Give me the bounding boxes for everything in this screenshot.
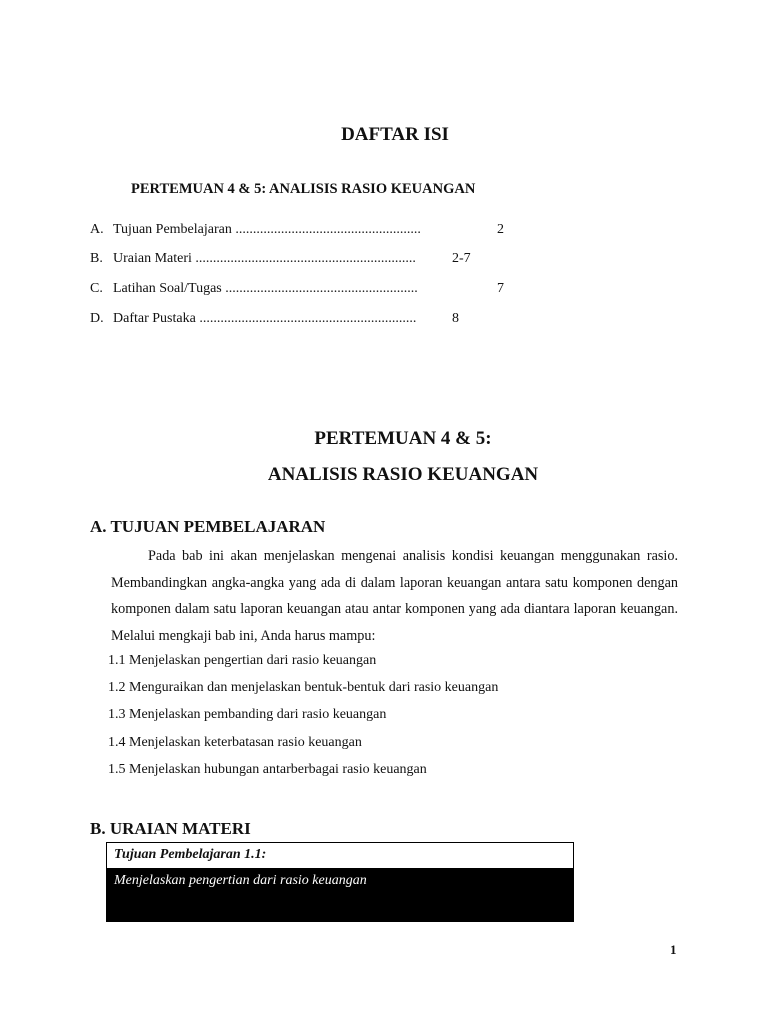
toc-entry-label: Latihan Soal/Tugas (113, 281, 222, 296)
objective-item: 1.5 Menjelaskan hubungan antarberbagai rasio keuangan (108, 762, 427, 777)
toc-entry-page: 8 (452, 311, 459, 326)
toc-entry-dots: ..................................................... (235, 222, 421, 237)
toc-entry-page: 7 (497, 281, 504, 296)
toc-entry-dots: .............................................................. (199, 311, 417, 326)
objective-item: 1.1 Menjelaskan pengertian dari rasio keuangan (108, 653, 377, 668)
section-b-heading: B. URAIAN MATERI (90, 819, 251, 838)
toc-entry-page: 2 (497, 222, 504, 237)
page-number: 1 (670, 942, 677, 957)
toc-entry-label: Tujuan Pembelajaran (113, 222, 232, 237)
section-a-paragraph-text: Pada bab ini akan menjelaskan mengenai analisis kondisi keuangan menggunakan rasio. Membandingkan angka-angka yang ada di dalam laporan keuangan antara satu komponen dengan komponen dalam satu laporan keuangan atau antar komponen yang ada diantara laporan keuangan. Melalui mengkaji bab ini, Anda harus mampu: (111, 548, 678, 644)
toc-entry-c[interactable] (90, 281, 418, 301)
toc-title: DAFTAR ISI (341, 124, 449, 145)
objective-item: 1.3 Menjelaskan pembanding dari rasio keuangan (108, 707, 387, 722)
toc-entry-letter: B. (90, 251, 103, 266)
toc-entry-dots: ....................................................... (225, 281, 418, 296)
toc-entry-label: Uraian Materi (113, 251, 192, 266)
toc-entry-letter: D. (90, 311, 104, 326)
chapter-title-line2: ANALISIS RASIO KEUANGAN (267, 464, 539, 485)
toc-entry-label: Daftar Pustaka (113, 311, 196, 326)
learning-objective-box-header: Tujuan Pembelajaran 1.1: (107, 843, 573, 869)
toc-entry-a[interactable] (90, 222, 421, 242)
toc-subtitle: PERTEMUAN 4 & 5: ANALISIS RASIO KEUANGAN (131, 181, 476, 197)
objective-item: 1.2 Menguraikan dan menjelaskan bentuk-bentuk dari rasio keuangan (108, 680, 499, 695)
chapter-title-line1: PERTEMUAN 4 & 5: (314, 428, 492, 449)
section-a-heading: A. TUJUAN PEMBELAJARAN (90, 517, 326, 536)
toc-entry-letter: C. (90, 281, 103, 296)
toc-entry-dots: ............................................................... (195, 251, 416, 266)
toc-entry-page: 2-7 (452, 251, 471, 266)
section-a-paragraph (111, 543, 678, 649)
learning-objective-box (106, 842, 574, 922)
objective-item: 1.4 Menjelaskan keterbatasan rasio keuangan (108, 735, 362, 750)
toc-entry-letter: A. (90, 222, 104, 237)
toc-entry-b[interactable] (90, 251, 416, 271)
toc-entry-d[interactable] (90, 311, 416, 331)
learning-objective-box-body: Menjelaskan pengertian dari rasio keuangan (107, 869, 573, 921)
